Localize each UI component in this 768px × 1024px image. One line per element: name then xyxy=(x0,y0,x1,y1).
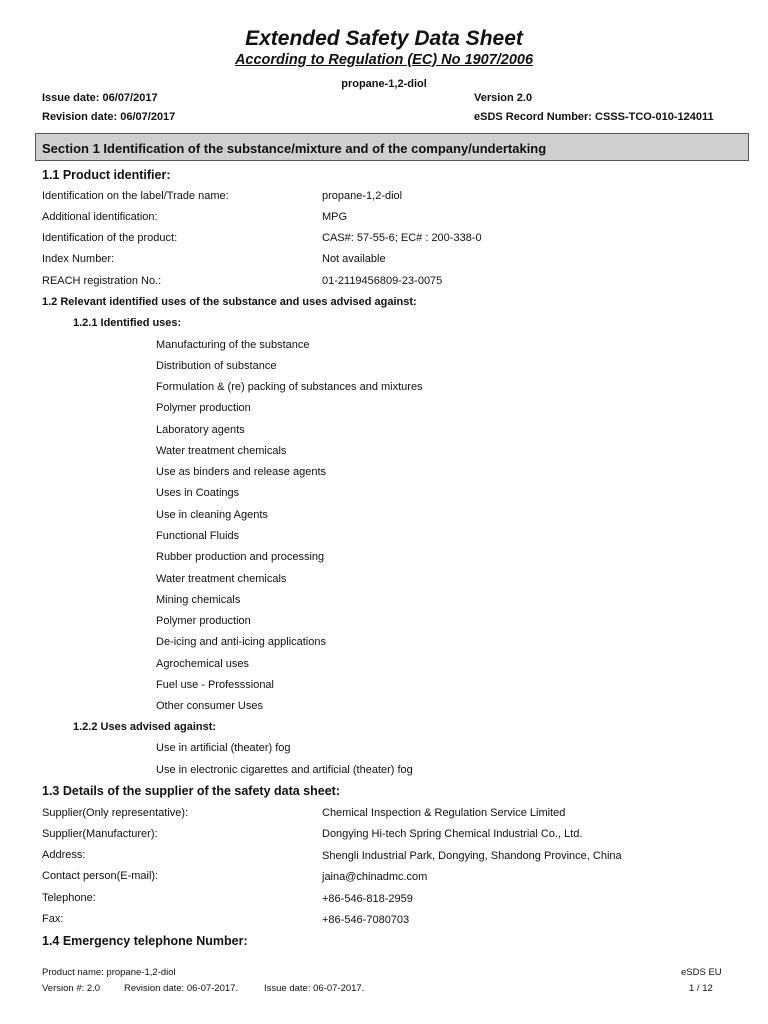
list-item: Polymer production xyxy=(156,615,251,627)
list-item: Distribution of substance xyxy=(156,360,277,372)
revision-date: Revision date: 06/07/2017 xyxy=(42,111,176,123)
esds-record-number: eSDS Record Number: CSSS-TCO-010-124011 xyxy=(474,111,714,123)
issue-date: Issue date: 06/07/2017 xyxy=(42,92,158,104)
row-label: Supplier(Manufacturer): xyxy=(42,828,158,840)
row-label: Address: xyxy=(42,849,86,861)
footer-doc-type: eSDS EU xyxy=(681,967,722,978)
heading-1-2: 1.2 Relevant identified uses of the substance and uses advised against: xyxy=(42,296,417,308)
section-1-title: Section 1 Identification of the substance/mixture and of the company/undertaking xyxy=(42,141,547,156)
footer-revision-date: Revision date: 06-07-2017. xyxy=(124,983,239,994)
list-item: Use in artificial (theater) fog xyxy=(156,742,291,754)
list-item: Manufacturing of the substance xyxy=(156,339,310,351)
row-label: Index Number: xyxy=(42,253,115,265)
list-item: Mining chemicals xyxy=(156,594,241,606)
list-item: Formulation & (re) packing of substances and mixtures xyxy=(156,381,423,393)
row-value: CAS#: 57-55-6; EC# : 200-338-0 xyxy=(322,232,482,244)
list-item: Polymer production xyxy=(156,402,251,414)
list-item: Use as binders and release agents xyxy=(156,466,326,478)
row-value: +86-546-7080703 xyxy=(322,914,410,926)
list-item: Functional Fluids xyxy=(156,530,240,542)
row-label: REACH registration No.: xyxy=(42,275,162,287)
heading-1-1: 1.1 Product identifier: xyxy=(42,168,171,182)
list-item: De-icing and anti-icing applications xyxy=(156,636,326,648)
row-value: jaina@chinadmc.com xyxy=(322,871,428,883)
row-value: Chemical Inspection & Regulation Service Limited xyxy=(322,807,566,819)
footer-page-number: 1 / 12 xyxy=(689,983,713,994)
row-value: Shengli Industrial Park, Dongying, Shandong Province, China xyxy=(322,850,622,862)
row-label: Supplier(Only representative): xyxy=(42,807,189,819)
version: Version 2.0 xyxy=(474,92,533,104)
footer-version: Version #: 2.0 xyxy=(42,983,101,994)
list-item: Fuel use - Professsional xyxy=(156,679,274,691)
list-item: Other consumer Uses xyxy=(156,700,263,712)
list-item: Laboratory agents xyxy=(156,424,245,436)
row-value: +86-546-818-2959 xyxy=(322,893,413,905)
list-item: Use in electronic cigarettes and artificial (theater) fog xyxy=(156,764,413,776)
row-value: MPG xyxy=(322,211,348,223)
list-item: Uses in Coatings xyxy=(156,487,240,499)
list-item: Agrochemical uses xyxy=(156,658,249,670)
document-subtitle: According to Regulation (EC) No 1907/2006 xyxy=(234,52,534,68)
row-value: 01-2119456809-23-0075 xyxy=(322,275,443,287)
heading-1-4: 1.4 Emergency telephone Number: xyxy=(42,934,248,948)
header-product-name: propane-1,2-diol xyxy=(341,78,427,90)
row-value: Not available xyxy=(322,253,386,265)
list-item: Rubber production and processing xyxy=(156,551,325,563)
row-label: Identification of the product: xyxy=(42,232,178,244)
row-label: Contact person(E-mail): xyxy=(42,870,159,882)
footer-issue-date: Issue date: 06-07-2017. xyxy=(264,983,365,994)
row-value: propane-1,2-diol xyxy=(322,190,403,202)
row-label: Additional identification: xyxy=(42,211,158,223)
list-item: Use in cleaning Agents xyxy=(156,509,268,521)
heading-1-3: 1.3 Details of the supplier of the safety data sheet: xyxy=(42,784,340,798)
document-title: Extended Safety Data Sheet xyxy=(245,27,523,50)
footer-product-name: Product name: propane-1,2-diol xyxy=(42,967,176,978)
list-item: Water treatment chemicals xyxy=(156,445,287,457)
heading-1-2-2: 1.2.2 Uses advised against: xyxy=(73,721,217,733)
list-item: Water treatment chemicals xyxy=(156,573,287,585)
heading-1-2-1: 1.2.1 Identified uses: xyxy=(73,317,182,329)
row-label: Fax: xyxy=(42,913,64,925)
row-value: Dongying Hi-tech Spring Chemical Industrial Co., Ltd. xyxy=(322,828,583,840)
row-label: Identification on the label/Trade name: xyxy=(42,190,229,202)
row-label: Telephone: xyxy=(42,892,96,904)
